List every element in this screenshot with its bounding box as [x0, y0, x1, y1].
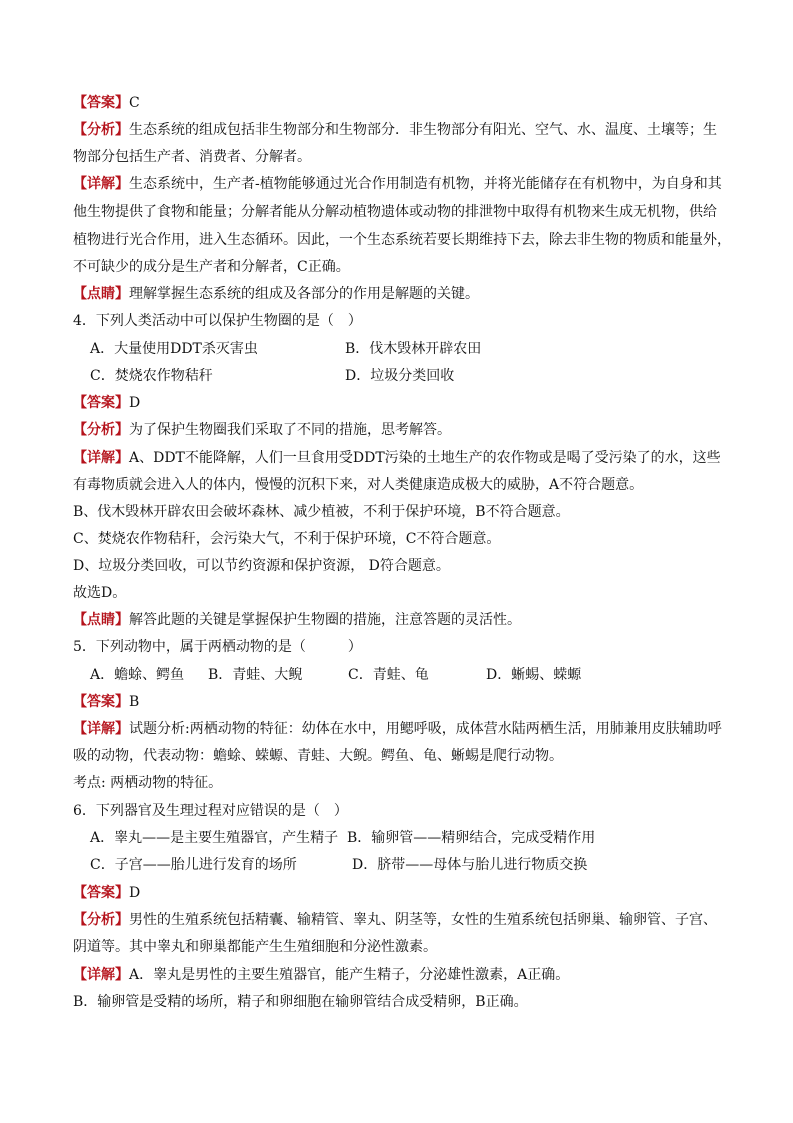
q6-stem: 6．下列器官及生理过程对应错误的是（ ）	[73, 803, 348, 819]
q6-analysis-line	[73, 911, 717, 929]
q4-answer-line	[73, 394, 140, 412]
answer-value: C	[129, 95, 140, 111]
answer-value: D	[129, 395, 141, 411]
detail-text: A．睾丸是男性的主要生殖器官，能产生精子，分泌雄性激素，A正确。	[129, 967, 570, 983]
q6-analysis-line-2: 阴道等。其中睾丸和卵巢都能产生生殖细胞和分泌性激素。	[73, 939, 437, 955]
answer-tag: 【答案】	[73, 694, 129, 710]
point-tag: 【点睛】	[73, 286, 129, 302]
q4-option-b: B．伐木毁林开辟农田	[345, 341, 482, 357]
q4-detail-line	[73, 449, 721, 467]
q6-option-d: D．脐带——母体与胎儿进行物质交换	[352, 857, 588, 873]
q4-detail-line-4: C、焚烧农作物秸秆，会污染大气，不利于保护环境，C不符合题意。	[73, 531, 501, 547]
answer-value: D	[129, 885, 141, 901]
q4-detail-line-2: 有毒物质就会进入人的体内，慢慢的沉积下来，对人类健康造成极大的威胁，A不符合题意。	[73, 477, 644, 493]
q4-option-d: D．垃圾分类回收	[345, 368, 455, 384]
analysis-text: 生态系统的组成包括非生物部分和生物部分．非生物部分有阳光、空气、水、温度、土壤等；生	[129, 122, 717, 138]
q3-detail-line	[73, 175, 722, 193]
q6-answer-line	[73, 884, 140, 902]
q3-analysis-line-2: 物部分包括生产者、消费者、分解者。	[73, 149, 311, 165]
q3-detail-line-2: 他生物提供了食物和能量；分解者能从分解动植物遗体或动物的排泄物中取得有机物来生成无机物，供给	[73, 204, 717, 220]
q4-option-a: A．大量使用DDT杀灭害虫	[90, 341, 258, 357]
detail-text: A、DDT不能降解，人们一旦食用受DDT污染的土地生产的农作物或是喝了受污染了的水，这些	[129, 450, 721, 466]
q4-detail-line-5: D、垃圾分类回收，可以节约资源和保护资源， D符合题意。	[73, 558, 450, 574]
q5-detail-line-3: 考点: 两栖动物的特征。	[73, 775, 223, 791]
point-tag: 【点睛】	[73, 612, 129, 628]
q4-analysis-line	[73, 421, 451, 439]
answer-tag: 【答案】	[73, 95, 129, 111]
answer-value: B	[129, 694, 140, 710]
q4-detail-line-3: B、伐木毁林开辟农田会破坏森林、减少植被，不利于保护环境，B不符合题意。	[73, 504, 570, 520]
detail-tag: 【详解】	[73, 721, 129, 737]
q3-point-line	[73, 285, 479, 303]
q5-option-a: A．蟾蜍、鳄鱼	[90, 667, 185, 683]
q6-detail-line	[73, 966, 569, 984]
analysis-tag: 【分析】	[73, 912, 129, 928]
q5-detail-line	[73, 720, 722, 738]
q6-option-a: A．睾丸——是主要生殖器官，产生精子	[90, 830, 339, 846]
detail-text: 生态系统中，生产者-植物能够通过光合作用制造有机物，并将光能储存在有机物中，为自身和其	[129, 176, 722, 192]
q6-option-c: C．子宫——胎儿进行发育的场所	[90, 857, 297, 873]
analysis-text: 为了保护生物圈我们采取了不同的措施，思考解答。	[129, 422, 451, 438]
point-text: 理解掌握生态系统的组成及各部分的作用是解题的关键。	[129, 286, 479, 302]
q4-detail-line-6: 故选D。	[73, 585, 127, 601]
q5-stem: 5．下列动物中，属于两栖动物的是（ ）	[73, 639, 362, 655]
analysis-tag: 【分析】	[73, 122, 129, 138]
q5-option-c: C．青蛙、龟	[348, 667, 429, 683]
q3-answer-line	[73, 94, 140, 112]
q5-option-d: D．蜥蜴、蝾螈	[486, 667, 582, 683]
q4-stem: 4．下列人类活动中可以保护生物圈的是（ ）	[73, 313, 362, 329]
q5-answer-line	[73, 693, 139, 711]
q5-detail-line-2: 吸的动物，代表动物：蟾蜍、蝾螈、青蛙、大鲵。鳄鱼、龟、蜥蜴是爬行动物。	[73, 748, 563, 764]
q3-analysis-line	[73, 121, 717, 139]
q6-option-b: B．输卵管——精卵结合，完成受精作用	[347, 830, 596, 846]
answer-tag: 【答案】	[73, 885, 129, 901]
detail-text: 试题分析:两栖动物的特征：幼体在水中，用鳃呼吸，成体营水陆两栖生活，用肺兼用皮肤辅助呼	[129, 721, 722, 737]
detail-tag: 【详解】	[73, 967, 129, 983]
q3-detail-line-4: 不可缺少的成分是生产者和分解者，C正确。	[73, 259, 350, 275]
q6-detail-line-2: B．输卵管是受精的场所，精子和卵细胞在输卵管结合成受精卵，B正确。	[73, 994, 528, 1010]
analysis-tag: 【分析】	[73, 422, 129, 438]
q4-point-line	[73, 611, 521, 629]
analysis-text: 男性的生殖系统包括精囊、输精管、睾丸、阴茎等，女性的生殖系统包括卵巢、输卵管、子宫、	[129, 912, 717, 928]
q4-option-c: C．焚烧农作物秸秆	[90, 368, 213, 384]
q3-detail-line-3: 植物进行光合作用，进入生态循环。因此，一个生态系统若要长期维持下去，除去非生物的物质和能量外，	[73, 232, 731, 248]
point-text: 解答此题的关键是掌握保护生物圈的措施，注意答题的灵活性。	[129, 612, 521, 628]
answer-tag: 【答案】	[73, 395, 129, 411]
detail-tag: 【详解】	[73, 450, 129, 466]
detail-tag: 【详解】	[73, 176, 129, 192]
q5-option-b: B．青蛙、大鲵	[208, 667, 303, 683]
